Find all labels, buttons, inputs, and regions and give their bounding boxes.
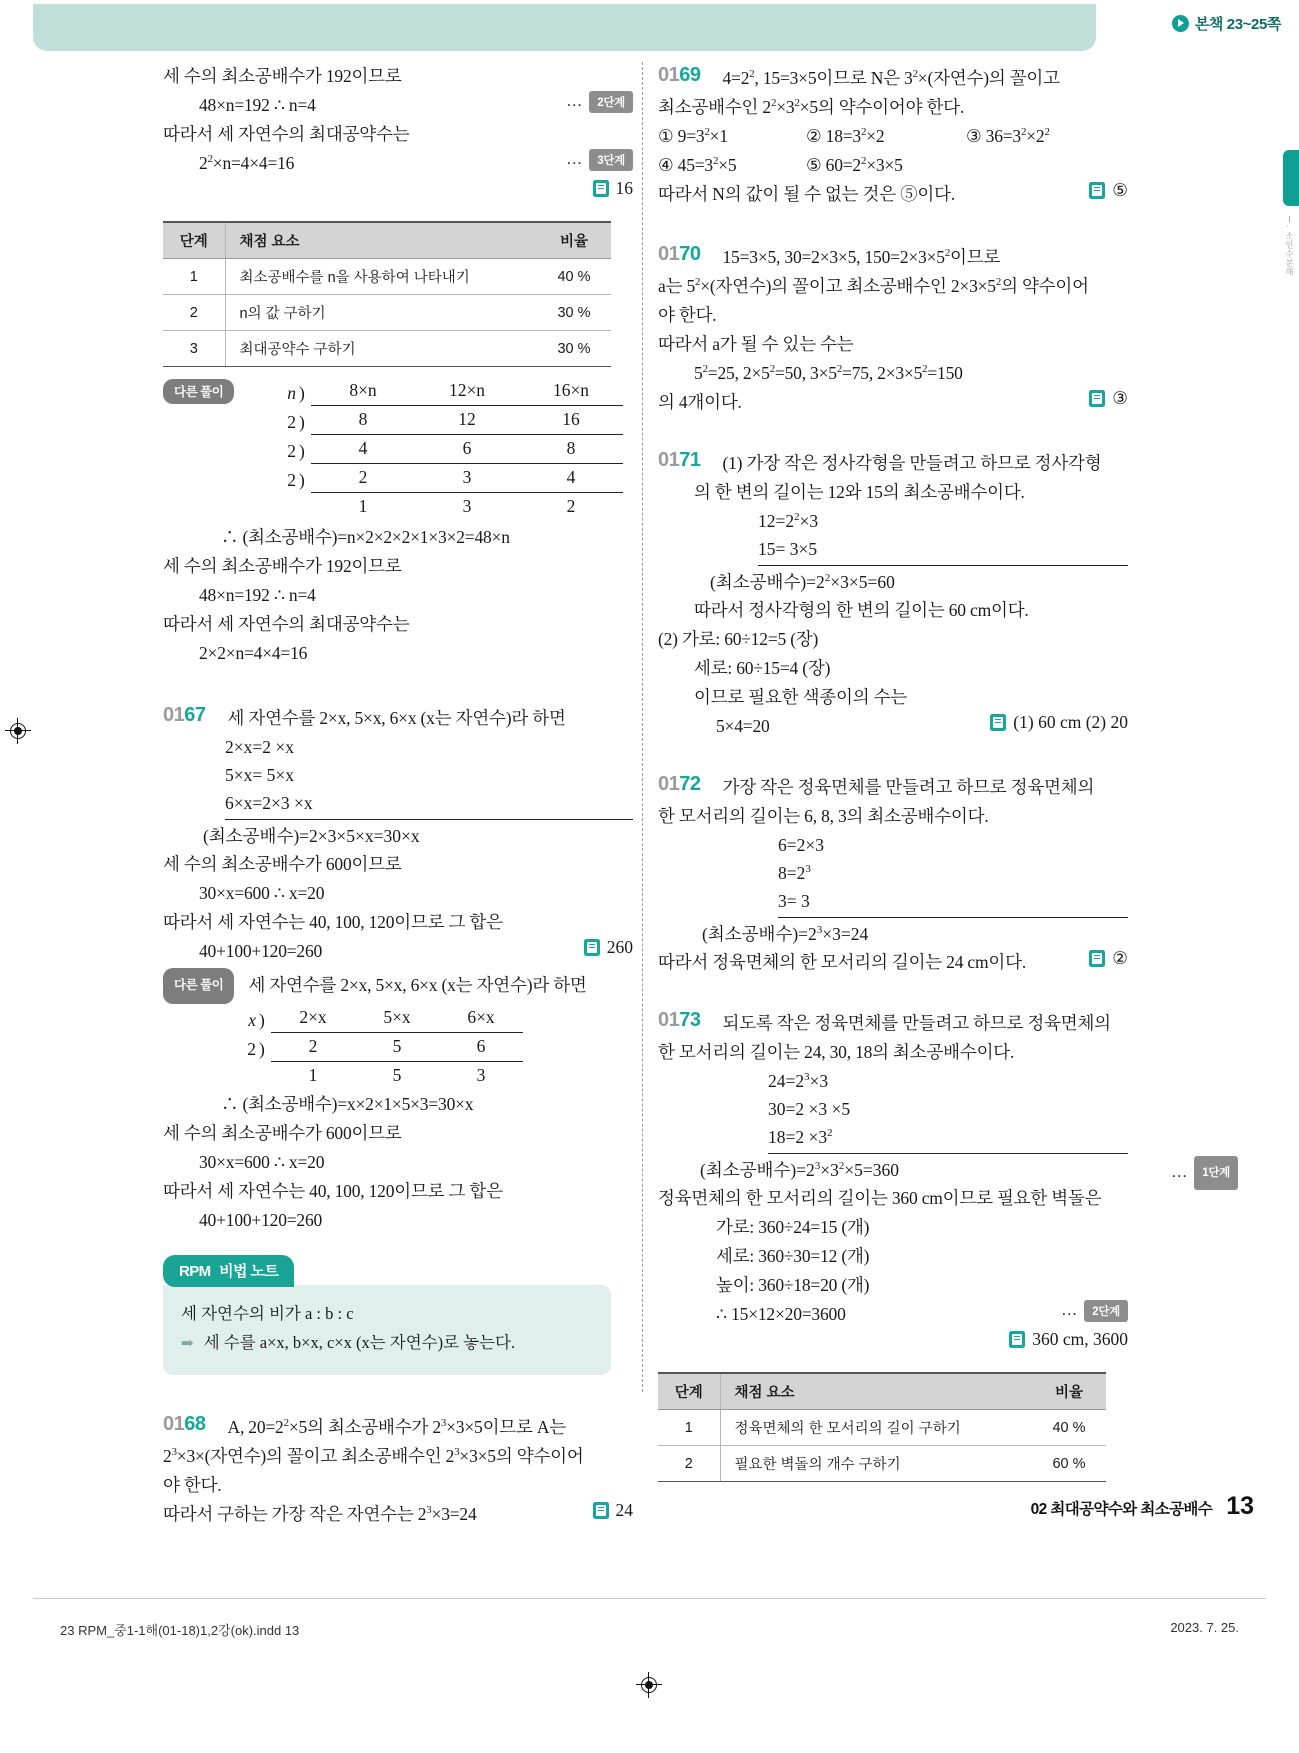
choice-item: ③ $36=3^2\times 2^2$	[966, 126, 1050, 146]
text-line: 48×n=192 ∴ n=4	[199, 585, 316, 605]
ladder-cell: 12×n	[448, 380, 486, 400]
factor-line: 6×x=2×3 ×x	[225, 789, 633, 820]
table-row	[163, 259, 611, 295]
factorization-stack	[710, 507, 1128, 596]
choice-item: ② $18=3^2\times 2$	[806, 126, 885, 146]
text-line: 이므로 필요한 색종이의 수는	[694, 687, 907, 707]
grading-table-right	[658, 1372, 1106, 1482]
choice-item: ⑤ $60=2^2\times 3\times 5$	[806, 155, 903, 175]
ladder-row: 2 ) 2 5 6	[225, 1033, 633, 1062]
answer	[990, 712, 1128, 733]
text-line: 세 수의 최소공배수가 600이므로	[163, 1123, 402, 1143]
dots: …	[566, 150, 583, 168]
grading-table-left	[163, 221, 611, 367]
left-column	[163, 62, 633, 1529]
text-line: 따라서 정사각형의 한 변의 길이는 60 cm이다.	[694, 600, 1029, 620]
footer-divider	[33, 1598, 1266, 1599]
answer-value: ⑤	[1112, 180, 1128, 200]
ladder-cell: 2	[358, 467, 368, 487]
ladder-row	[265, 493, 633, 521]
chapter-footer	[1031, 1492, 1254, 1521]
answer-icon	[1009, 1331, 1025, 1348]
print-date: 2023. 7. 25.	[1170, 1620, 1239, 1635]
answer	[1089, 180, 1128, 201]
step-chip: 3단계	[589, 149, 633, 171]
answer-icon	[1089, 390, 1105, 407]
ladder-row: x ) 2×x 5×x 6×x	[225, 1004, 633, 1033]
answer-row	[658, 1329, 1128, 1358]
ladder-cell: 4	[566, 467, 576, 487]
factor-line: $18=2 \times 3^2$	[768, 1123, 1128, 1154]
solution-0166-continued	[163, 62, 633, 207]
cell-step: 2	[163, 295, 225, 331]
answer	[593, 1500, 634, 1521]
text-line: ∴ 15×12×20=3600	[716, 1304, 846, 1324]
ladder-cell: 8	[566, 438, 576, 458]
text-line: 가로: 360÷24=15 (개)	[716, 1217, 870, 1237]
cell-item: 필요한 벽돌의 개수 구하기	[720, 1446, 1032, 1482]
cell-rate: 30 %	[537, 331, 611, 367]
choices-row	[658, 122, 1128, 151]
arrow-right-icon: ➡	[181, 1336, 194, 1352]
answer	[1009, 1329, 1128, 1350]
text-line: 세로: 360÷30=12 (개)	[716, 1246, 870, 1266]
text-line: 세 수의 최소공배수가 192이므로	[163, 66, 402, 86]
table-row	[658, 1410, 1106, 1446]
alt-solution-intro: 세 자연수를 2×x, 5×x, 6×x (x는 자연수)라 하면	[248, 975, 587, 995]
question-intro: 세 자연수를 2×x, 5×x, 6×x (x는 자연수)라 하면	[227, 708, 566, 728]
choice-item: ④ $45=3^2\times 5$	[658, 155, 737, 175]
factor-line: $24=2^3\times 3$	[768, 1071, 829, 1091]
solution-0170	[658, 243, 1128, 417]
solution-0169	[658, 64, 1128, 209]
rpm-note-body	[163, 1285, 611, 1375]
ladder-cell: 4	[358, 438, 368, 458]
text-line: 가장 작은 정육면체를 만들려고 하므로 정육면체의	[722, 777, 1095, 797]
ladder-cell: 1	[358, 496, 368, 516]
side-tab	[1283, 150, 1299, 206]
answer-value: ②	[1112, 948, 1128, 968]
text-line: 따라서 세 자연수의 최대공약수는	[163, 124, 410, 144]
ladder-row: 2 ) 2 3 4	[265, 464, 633, 493]
question-number: 0170	[658, 243, 701, 265]
answer-value: (1) 60 cm (2) 20	[1013, 712, 1128, 732]
ladder-divisor: 2	[287, 441, 296, 461]
text-line: 30×x=600 ∴ x=20	[199, 1152, 325, 1172]
ladder-cell: 12	[458, 409, 476, 429]
chapter-title: 02 최대공약수와 최소공배수	[1030, 1501, 1213, 1518]
text-line: 높이: 360÷18=20 (개)	[716, 1275, 870, 1295]
factor-line: 30=2 ×3 ×5	[768, 1099, 851, 1119]
ladder-cell: 1	[308, 1065, 318, 1085]
registration-mark-bottom	[636, 1672, 662, 1698]
factor-line: $8=2^3$	[778, 863, 811, 883]
text-line: 따라서 정육면체의 한 모서리의 길이는 24 cm이다.	[658, 952, 1026, 972]
question-number: 0168	[163, 1413, 206, 1435]
text-line: 한 모서리의 길이는 24, 30, 18의 최소공배수이다.	[658, 1042, 1015, 1062]
ladder-cell: 3	[462, 467, 472, 487]
solution-0167	[163, 704, 633, 1235]
ladder-cell: 6×x	[467, 1007, 495, 1027]
table-row	[163, 295, 611, 331]
th-item: 채점 요소	[720, 1373, 1032, 1410]
question-number: 0169	[658, 64, 701, 86]
answer	[593, 178, 634, 199]
choice-item: ① $9=3^2\times 1$	[658, 126, 728, 146]
ladder-cell: 5	[392, 1065, 402, 1085]
cell-rate: 60 %	[1032, 1446, 1106, 1482]
rpm-note-line-2: 세 수를 a×x, b×x, c×x (x는 자연수)로 놓는다.	[203, 1333, 516, 1352]
header-reference	[1172, 13, 1281, 34]
cell-item: 최소공배수를 n을 사용하여 나타내기	[225, 259, 537, 295]
ladder-cell: 5×x	[383, 1007, 411, 1027]
ladder-cell: 5	[392, 1036, 402, 1056]
factor-line: 3= 3	[778, 887, 1128, 918]
print-file-info: 23 RPM_중1-1해(01-18)1,2강(ok).indd 13	[60, 1623, 300, 1638]
ladder-cell: 8	[358, 409, 368, 429]
text-line: 40+100+120=260	[199, 941, 323, 961]
answer-icon	[1089, 950, 1105, 967]
factorization-stack	[203, 733, 633, 850]
answer-value: 360 cm, 3600	[1032, 1329, 1128, 1349]
th-step: 단계	[658, 1373, 720, 1410]
ladder-cell: 16	[562, 409, 580, 429]
text-line: a는 $5^2\times$(자연수)의 꼴이고 최소공배수인 $2\times 3\times 5^2$의 약수이어	[658, 276, 1089, 296]
answer	[1089, 388, 1128, 409]
cell-step: 3	[163, 331, 225, 367]
text-line: 15=3×5, 30=2×3×5, $150=2\times 3\times 5^2$이므로	[722, 247, 1001, 267]
alt-solution-0166	[163, 377, 633, 668]
alt-solution-badge: 다른 풀이	[163, 968, 234, 1004]
text-line: $2^3\times 3\times$(자연수)의 꼴이고 최소공배수인 $2^3\times 3\times 5$의 약수이어	[163, 1446, 584, 1466]
text-line: 야 한다.	[163, 1475, 222, 1495]
step-chip: 2단계	[1084, 1300, 1128, 1322]
ladder-cell: 16×n	[552, 380, 590, 400]
dots: …	[566, 92, 583, 110]
text-line: (2) 가로: 60÷12=5 (장)	[658, 629, 819, 649]
lcm-line: (최소공배수)$=2^3\times 3=24$	[702, 924, 869, 944]
step-marker	[1061, 1300, 1128, 1322]
text-line: 야 한다.	[658, 305, 717, 325]
rpm-note-tab	[163, 1255, 294, 1287]
factorization-stack	[702, 831, 1128, 948]
answer-icon	[1089, 182, 1105, 199]
question-number: 0171	[658, 449, 701, 471]
cell-item: 최대공약수 구하기	[225, 331, 537, 367]
text-line: $5^2=25$, $2\times 5^2=50$, $3\times 5^2=75$, $2\times 3\times 5^2=150$	[694, 363, 963, 383]
text-line: 따라서 N의 값이 될 수 없는 것은 ⑤이다.	[658, 184, 956, 204]
ladder-row	[225, 1062, 633, 1090]
ladder-divisor: x	[248, 1010, 256, 1030]
question-number: 0173	[658, 1009, 701, 1031]
text-line: 따라서 구하는 가장 작은 자연수는 $2^3\times 3=24$	[163, 1504, 477, 1524]
division-ladder	[225, 1004, 633, 1090]
answer-row	[163, 178, 633, 207]
dots: …	[1061, 1301, 1078, 1319]
th-rate: 비율	[537, 222, 611, 259]
table-row	[658, 1446, 1106, 1482]
column-divider	[642, 62, 643, 1392]
answer-icon	[990, 714, 1006, 731]
solution-0168	[163, 1413, 633, 1529]
text-line: 최소공배수인 $2^2\times 3^2\times 5$의 약수이어야 한다.	[658, 97, 965, 117]
division-ladder	[265, 377, 633, 521]
answer-value: 24	[615, 1500, 633, 1520]
text-line: 의 한 변의 길이는 12와 15의 최소공배수이다.	[694, 482, 1025, 502]
ladder-divisor: 2	[287, 470, 296, 490]
ladder-row: 2 ) 4 6 8	[265, 435, 633, 464]
ladder-cell: 2	[308, 1036, 318, 1056]
th-item: 채점 요소	[225, 222, 537, 259]
cell-item: 정육면체의 한 모서리의 길이 구하기	[720, 1410, 1032, 1446]
cell-item: n의 값 구하기	[225, 295, 537, 331]
text-line: 따라서 세 자연수는 40, 100, 120이므로 그 합은	[163, 1181, 503, 1201]
cell-rate: 40 %	[1032, 1410, 1106, 1446]
ladder-cell: 2	[566, 496, 576, 516]
answer-value: ③	[1112, 388, 1128, 408]
step-marker	[566, 149, 633, 171]
header-reference-text: 본책 23~25쪽	[1194, 16, 1281, 33]
text-line: 5×4=20	[716, 716, 770, 736]
step-marker	[566, 91, 633, 113]
cell-step: 1	[658, 1410, 720, 1446]
th-step: 단계	[163, 222, 225, 259]
answer-icon	[593, 1502, 609, 1519]
side-vertical-label: Ⅰ. 소인수분해	[1285, 215, 1294, 277]
cell-step: 1	[163, 259, 225, 295]
text-line: $4=2^2$, 15=3×5이므로 N은 $3^2\times$(자연수)의 꼴이고	[722, 68, 1060, 88]
rpm-note-title: 비법 노트	[219, 1263, 279, 1280]
text-line: 의 4개이다.	[658, 392, 742, 412]
text-line: ∴ (최소공배수)=x×2×1×5×3=30×x	[221, 1094, 474, 1114]
page-number: 13	[1226, 1492, 1254, 1520]
text-line: 2×2×n=4×4=16	[199, 643, 308, 663]
ladder-cell: 6	[476, 1036, 486, 1056]
factor-line: 15= 3×5	[758, 535, 1128, 566]
ladder-divisor: 2	[247, 1039, 256, 1059]
text-line: 세로: 60÷15=4 (장)	[694, 658, 831, 678]
lcm-line: (최소공배수)$=2^2\times 3\times 5=60$	[710, 572, 895, 592]
header-band	[33, 4, 1096, 51]
table-row	[163, 331, 611, 367]
circle-arrow-right-icon	[1172, 15, 1189, 32]
factor-line: 5×x= 5×x	[225, 765, 294, 785]
ladder-cell: 3	[462, 496, 472, 516]
text-line: (1) 가장 작은 정사각형을 만들려고 하므로 정사각형	[722, 453, 1102, 473]
text-line: $2^2\times n=4\times 4=16$	[199, 153, 295, 173]
text-line: 되도록 작은 정육면체를 만들려고 하므로 정육면체의	[722, 1013, 1111, 1033]
lcm-line: (최소공배수)=2×3×5×x=30×x	[203, 826, 420, 846]
dots: …	[1171, 1163, 1188, 1181]
factorization-stack	[700, 1067, 1230, 1184]
ladder-cell: 6	[462, 438, 472, 458]
text-line: 세 수의 최소공배수가 192이므로	[163, 556, 402, 576]
answer-value: 260	[606, 937, 633, 957]
solution-0173	[658, 1009, 1230, 1358]
factor-line: 2×x=2 ×x	[225, 737, 294, 757]
table-header-row	[163, 222, 611, 259]
answer-icon	[584, 939, 600, 956]
rpm-note-box	[163, 1255, 611, 1375]
text-line: 따라서 세 자연수는 40, 100, 120이므로 그 합은	[163, 912, 503, 932]
solution-0172	[658, 773, 1128, 977]
step-chip: 1단계	[1194, 1156, 1238, 1190]
step-marker	[1171, 1156, 1238, 1190]
th-rate: 비율	[1032, 1373, 1106, 1410]
text-line: 따라서 세 자연수의 최대공약수는	[163, 614, 410, 634]
right-column	[658, 62, 1230, 1482]
ladder-row: 2 ) 8 12 16	[265, 406, 633, 435]
alt-solution-0167	[163, 968, 633, 1235]
rpm-logo-text: RPM	[179, 1263, 211, 1280]
solution-0171	[658, 449, 1128, 741]
ladder-row: n ) 8×n 12×n 16×n	[265, 377, 633, 406]
ladder-cell: 2×x	[299, 1007, 327, 1027]
cell-rate: 30 %	[537, 295, 611, 331]
table-header-row	[658, 1373, 1106, 1410]
text-line: 세 수의 최소공배수가 600이므로	[163, 854, 402, 874]
answer	[1089, 948, 1128, 969]
factor-line: $12=2^2\times 3$	[758, 511, 819, 531]
cell-rate: 40 %	[537, 259, 611, 295]
factor-line: 6=2×3	[778, 835, 824, 855]
ladder-cell: 3	[476, 1065, 486, 1085]
rpm-note-line-1: 세 자연수의 비가 a : b : c	[181, 1304, 354, 1323]
lcm-line: (최소공배수)$=2^3\times 3^2\times 5=360$	[700, 1160, 900, 1180]
text-line: 30×x=600 ∴ x=20	[199, 883, 325, 903]
choices-row	[658, 151, 1128, 180]
text-line: ∴ (최소공배수)=n×2×2×2×1×3×2=48×n	[221, 527, 510, 547]
question-number: 0167	[163, 704, 206, 726]
ladder-divisor: 2	[287, 412, 296, 432]
text-line: 정육면체의 한 모서리의 길이는 360 cm이므로 필요한 벽돌은	[658, 1188, 1102, 1208]
ladder-cell: 8×n	[349, 380, 377, 400]
alt-solution-badge: 다른 풀이	[163, 379, 234, 404]
answer-value: 16	[615, 178, 633, 198]
registration-mark-left	[5, 718, 31, 744]
cell-step: 2	[658, 1446, 720, 1482]
text-line: 48×n=192 ∴ n=4	[199, 95, 316, 115]
answer	[584, 937, 633, 958]
question-number: 0172	[658, 773, 701, 795]
step-chip: 2단계	[589, 91, 633, 113]
text-line: 40+100+120=260	[199, 1210, 323, 1230]
ladder-divisor: n	[287, 383, 296, 403]
answer-icon	[593, 180, 609, 197]
text-line: 따라서 a가 될 수 있는 수는	[658, 334, 854, 354]
text-line: A, $20=2^2\times 5$의 최소공배수가 $2^3\times 3\times 5$이므로 A는	[227, 1417, 567, 1437]
text-line: 한 모서리의 길이는 6, 8, 3의 최소공배수이다.	[658, 806, 989, 826]
